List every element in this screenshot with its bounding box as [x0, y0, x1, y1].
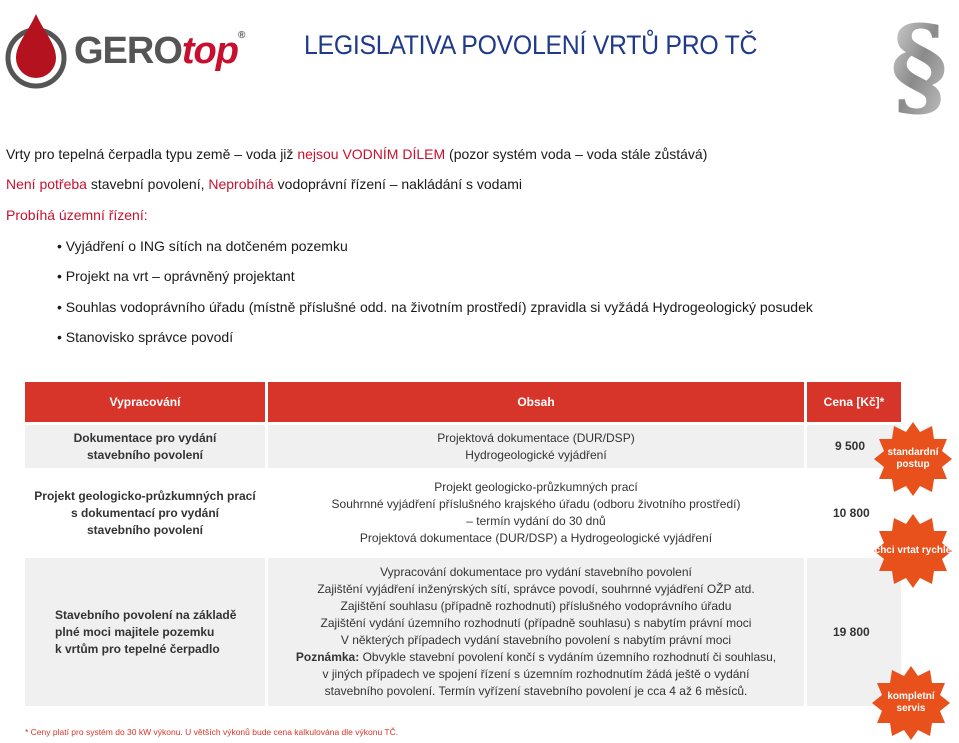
- bullet-item: • Projekt na vrt – oprávněný projektant: [57, 268, 295, 284]
- water-drop-logo-icon: [4, 8, 68, 90]
- bullet-item: • Stanovisko správce povodí: [57, 329, 234, 345]
- table-cell-vypracovani: [25, 425, 265, 468]
- cell-line: Souhrnné vyjádření příslušného krajského úřadu (odboru životního prostředí): [331, 497, 741, 511]
- badge-standardni-postup: [874, 420, 952, 498]
- badge-label: standardní postup: [887, 447, 939, 470]
- p1-text-c: (pozor systém voda – voda stále zůstává): [445, 146, 708, 162]
- cell-line: stavebního povolení. Termín vyřízení stavebního povolení je cca 4 až 6 měsíců.: [324, 684, 748, 698]
- cell-line: Projekt geologicko-průzkumných prací: [34, 488, 256, 503]
- p2-text-a: Není potřeba: [6, 176, 87, 192]
- table-cell-obsah: [268, 470, 804, 556]
- header-vypracovani: Vypracování: [25, 382, 265, 422]
- cell-line-poznamka: [296, 649, 776, 666]
- cell-line: V některých případech vydání stavebního povolení s nabytím právní moci: [340, 633, 732, 647]
- p1-text-highlight: nejsou VODNÍM DÍLEM: [297, 146, 446, 162]
- company-logo: [4, 8, 245, 90]
- table-cell-cena: 10 800: [833, 505, 870, 520]
- cell-line: plné moci majitele pozemku: [55, 624, 215, 639]
- p2-text-b: stavební povolení,: [86, 176, 209, 192]
- logo-wordmark: [74, 30, 244, 73]
- cell-line: stavebního povolení: [86, 447, 203, 462]
- table-cell-vypracovani: [25, 470, 265, 556]
- cell-line: Dokumentace pro vydání: [73, 430, 217, 445]
- p1-text-a: Vrty pro tepelná čerpadla typu země – voda již: [6, 146, 298, 162]
- p2-text-d: vodoprávní řízení – nakládání s vodami: [273, 176, 523, 192]
- table-cell-cena: 9 500: [807, 425, 901, 468]
- cell-line: k vrtům pro tepelné čerpadlo: [55, 641, 220, 656]
- table-cell-obsah: [268, 425, 804, 468]
- header-cena: Cena [Kč]*: [807, 382, 901, 422]
- logo-registered-mark: ®: [237, 30, 245, 41]
- price-footnote: * Ceny platí pro systém do 30 kW výkonu. U větších výkonů bude cena kalkulována dle výkonu TČ.: [25, 727, 399, 737]
- logo-brand-main: GERO: [74, 30, 182, 72]
- badge-label: kompletní servis: [887, 691, 935, 714]
- badge-label: chci vrtat rychle: [874, 545, 952, 556]
- cell-line: Projekt geologicko-průzkumných prací: [434, 480, 638, 494]
- cell-line: Zajištění vydání územního rozhodnutí (případně souhlasu) s nabytím právní moci: [320, 616, 752, 630]
- cell-line: stavebního povolení: [86, 522, 203, 537]
- paragraph-sign-icon: [888, 4, 950, 134]
- table-cell-vypracovani: [25, 558, 265, 706]
- cell-line: Zajištění souhlasu (případně rozhodnutí) příslušného vodoprávního úřadu: [340, 599, 732, 613]
- header-obsah: Obsah: [268, 382, 804, 422]
- paragraph-probiha: Probíhá územní řízení:: [6, 207, 148, 223]
- cell-line: – termín vydání do 30 dnů: [466, 514, 606, 528]
- cell-line: v jiných případech ve spojení řízení s územním rozhodnutím žádá ještě o vydání: [322, 667, 750, 681]
- poznamka-label: Poznámka:: [295, 650, 360, 664]
- badge-kompletni-servis: [872, 664, 950, 742]
- cell-line: Projektová dokumentace (DUR/DSP): [437, 430, 635, 445]
- paragraph-neni-potreba: [6, 176, 522, 192]
- cell-line: Projektová dokumentace (DUR/DSP) a Hydrogeologické vyjádření: [359, 531, 713, 545]
- cell-line: Stavebního povolení na základě: [55, 607, 237, 622]
- bullet-item: • Vyjádření o ING sítích na dotčeném pozemku: [57, 238, 348, 254]
- paragraph-vrty: [6, 146, 707, 162]
- p2-text-c: Neprobíhá: [208, 176, 274, 192]
- svg-text:§: §: [890, 4, 948, 130]
- logo-brand-accent: top: [181, 30, 238, 72]
- cell-line: Hydrogeologické vyjádření: [465, 447, 607, 462]
- poznamka-text: Obvykle stavební povolení končí s vydáním územního rozhodnutí či souhlasu,: [362, 650, 777, 664]
- table-cell-cena: 19 800: [807, 558, 901, 706]
- badge-chci-vrtat-rychle: [874, 512, 952, 590]
- bullet-item: • Souhlas vodoprávního úřadu (místně příslušné odd. na životním prostředí) zpravidla si vyžádá Hydrogeologický posudek: [57, 299, 813, 315]
- cell-line: Zajištění vyjádření inženýrských sítí, správce povodí, souhrnné vyjádření OŽP atd.: [317, 582, 755, 596]
- page-title: LEGISLATIVA POVOLENÍ VRTŮ PRO TČ: [304, 30, 758, 60]
- table-cell-obsah: [268, 558, 804, 706]
- cell-line: Vypracování dokumentace pro vydání stavebního povolení: [380, 565, 692, 579]
- cell-line: s dokumentací pro vydání: [70, 505, 220, 520]
